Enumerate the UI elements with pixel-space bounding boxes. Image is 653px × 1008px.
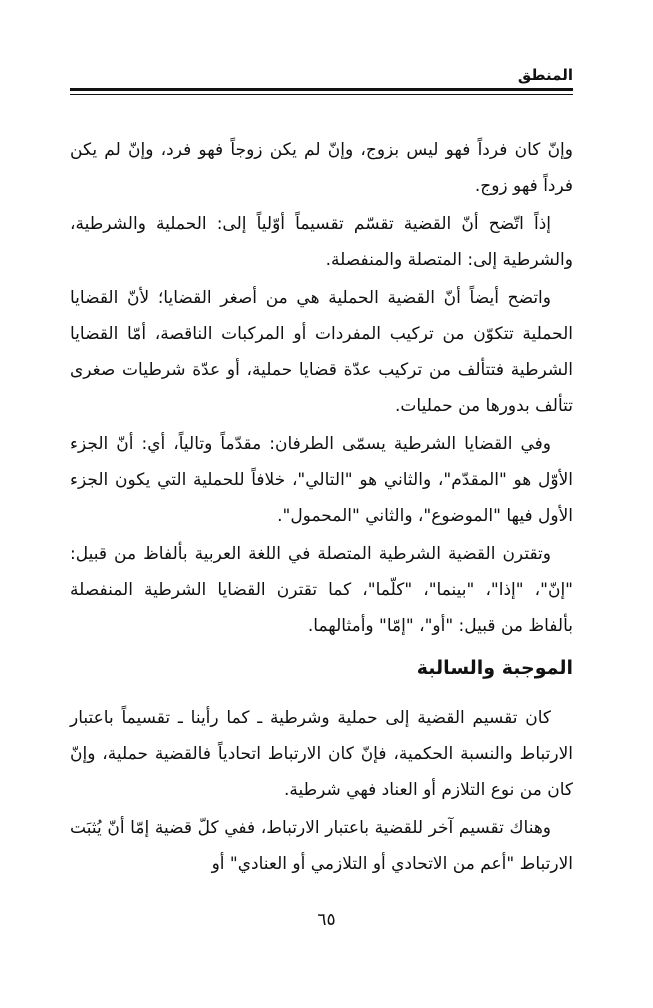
paragraph: واتضح أيضاً أنّ القضية الحملية هي من أصغر القضايا؛ لأنّ القضايا الحملية تتكوّن من تركيب المفردات أو المركبات الناقصة، أمّا القضايا الشرطية فتتألف من تركيب عدّة قضايا حملية، أو عدّة شرطيات صغرى تتألف بدورها من حمليات. bbox=[70, 288, 573, 416]
paragraph: وتقترن القضية الشرطية المتصلة في اللغة العربية بألفاظ من قبيل: "إنّ"، "إذا"، "بينما"، "كلّما"، كما تقترن القضايا الشرطية المنفصلة بألفاظ من قبيل: "أو"، "إمّا" وأمثالهما. bbox=[70, 544, 573, 636]
page-number: ٦٥ bbox=[317, 910, 336, 930]
header-rule-thin bbox=[70, 94, 573, 95]
header-rule-thick bbox=[70, 88, 573, 91]
paragraph: وإنّ كان فرداً فهو ليس بزوج، وإنّ لم يكن زوجاً فهو فرد، وإنّ لم يكن فرداً فهو زوج. bbox=[70, 140, 573, 196]
section-heading: الموجبة والسالبة bbox=[416, 657, 573, 679]
running-title: المنطق bbox=[517, 66, 573, 84]
paragraph: وهناك تقسيم آخر للقضية باعتبار الارتباط، ففي كلّ قضية إمّا أنّ يُثبَت الارتباط "أعم من الاتحادي أو التلازمي أو العنادي" أو bbox=[70, 818, 573, 874]
paragraph: وفي القضايا الشرطية يسمّى الطرفان: مقدّماً وتالياً، أي: أنّ الجزء الأوّل هو "المقدّم"، والثاني هو "التالي"، خلافاً للحملية التي يكون الجزء الأول فيها "الموضوع"، والثاني "المحمول". bbox=[70, 434, 573, 526]
paragraph: إذاً اتّضح أنّ القضية تقسّم تقسيماً أوّلياً إلى: الحملية والشرطية، والشرطية إلى: المتصلة والمنفصلة. bbox=[70, 214, 573, 270]
paragraph: كان تقسيم القضية إلى حملية وشرطية ـ كما رأينا ـ تقسيماً باعتبار الارتباط والنسبة الحكمية، فإنّ كان الارتباط اتحادياً فالقضية حملية، وإنّ كان من نوع التلازم أو العناد فهي شرطية. bbox=[70, 708, 573, 800]
page-body bbox=[70, 132, 573, 884]
